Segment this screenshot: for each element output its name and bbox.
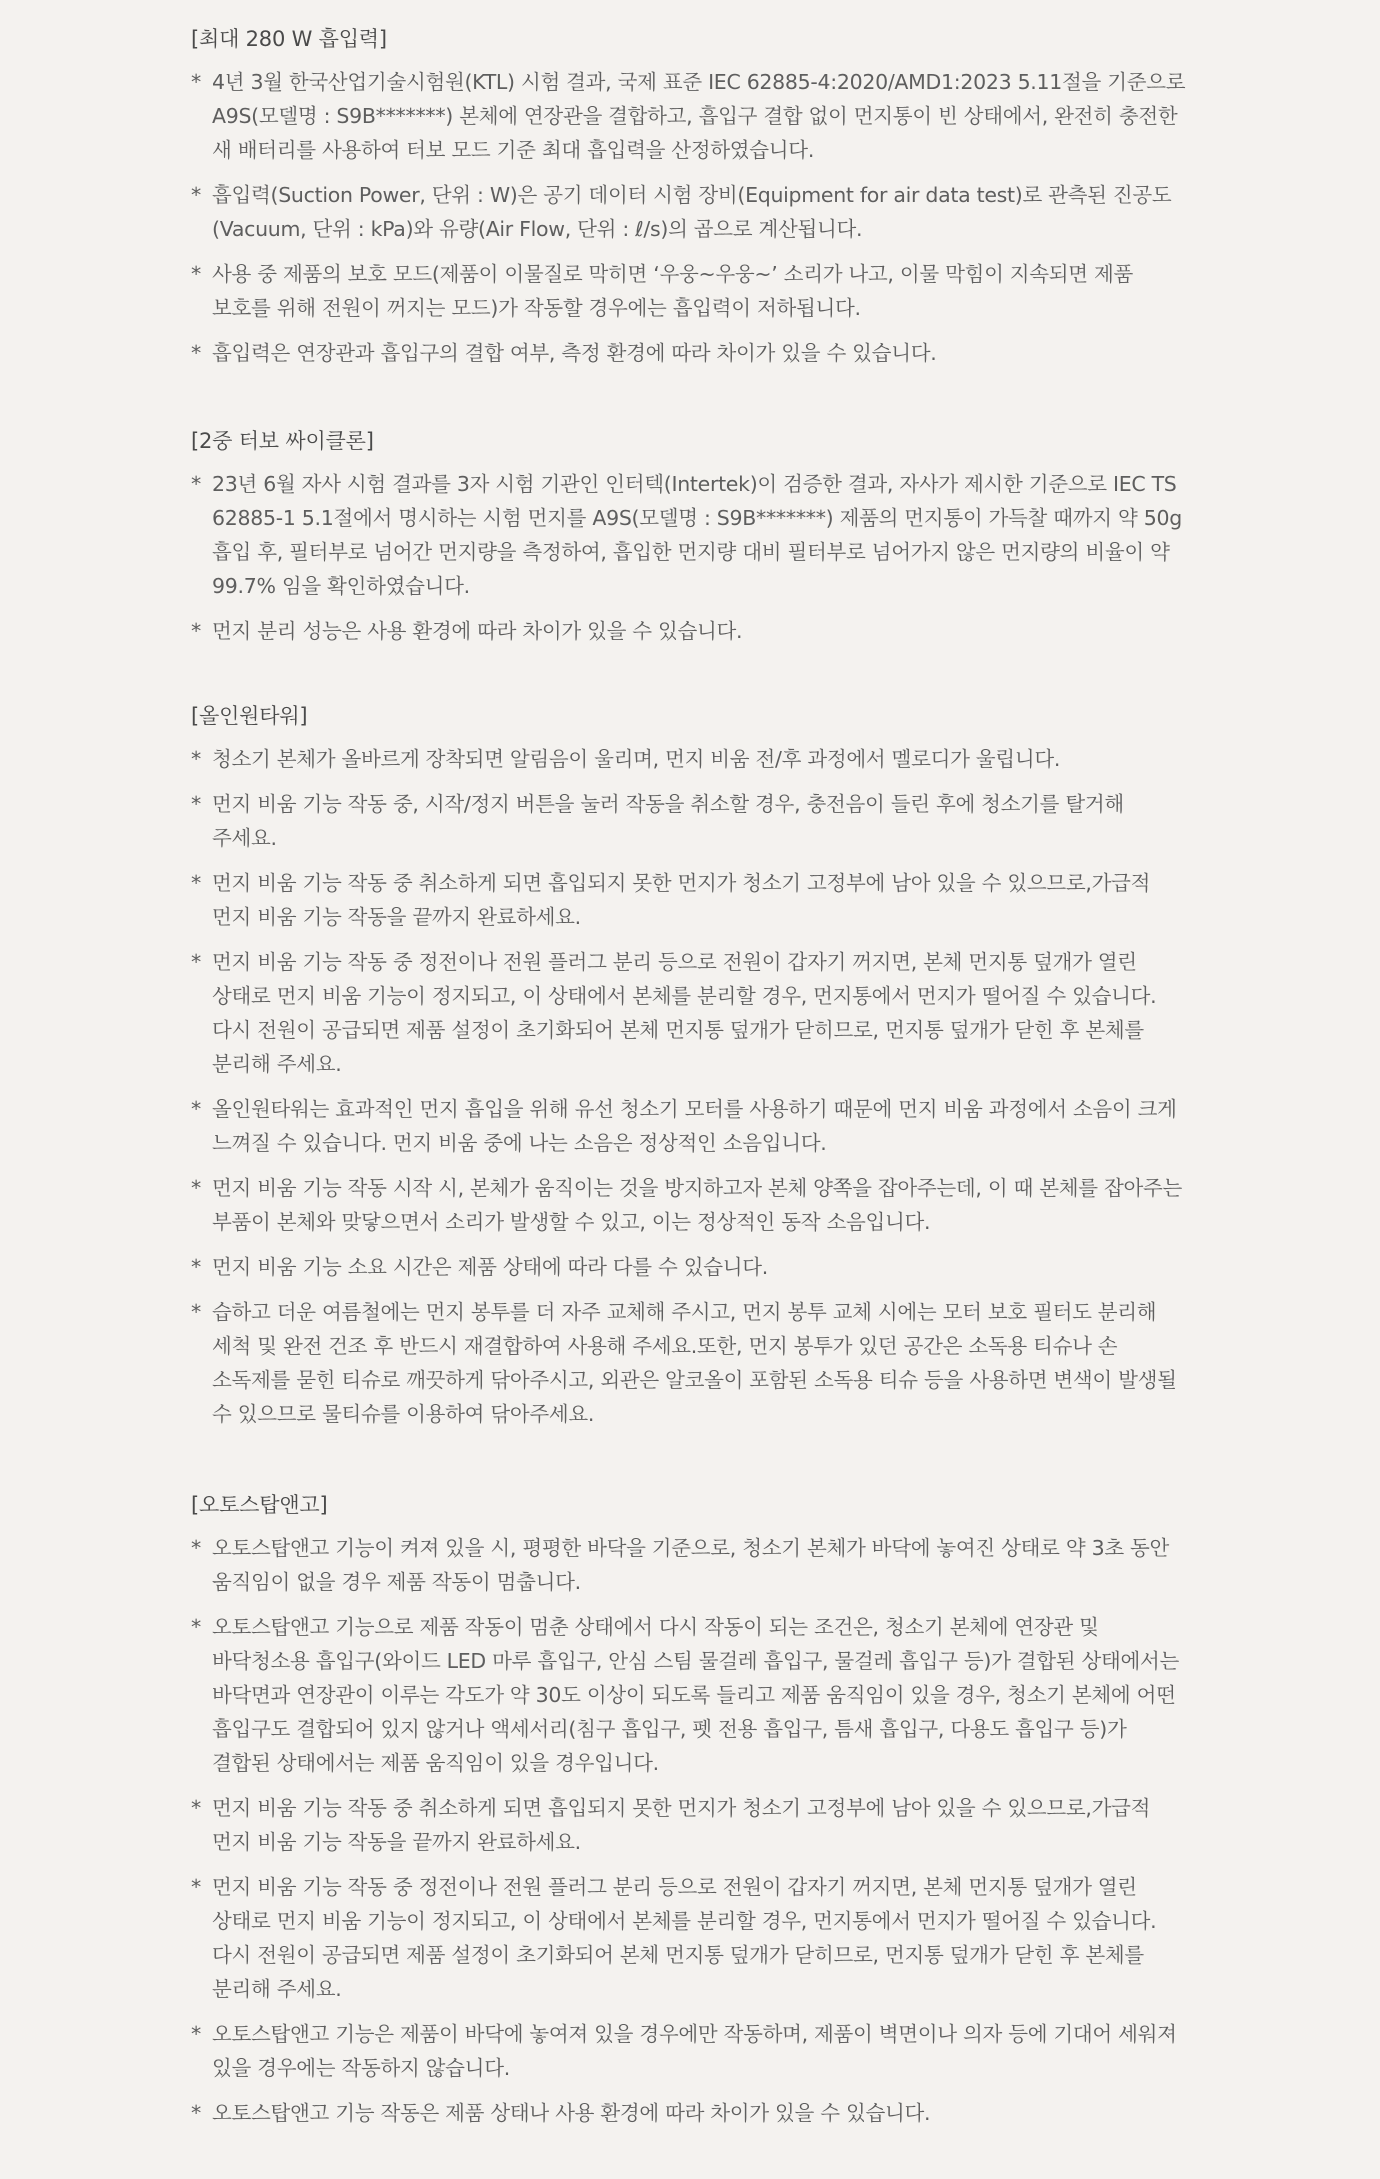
list-item bbox=[191, 178, 1191, 246]
item-text: 먼지 비움 기능 작동 중 정전이나 전원 플러그 분리 등으로 전원이 갑자기 꺼지면, 본체 먼지통 덮개가 열린 상태로 먼지 비움 기능이 정지되고, 이 상태에서 본체를 분리할 경우, 먼지통에서 먼지가 떨어질 수 있습니다. 다시 전원이 공급되면 제품 설정이 초기화되어 본체 먼지통 덮개가 닫히므로, 먼지통 덮개가 닫힌 후 본체를 분리해 주세요. bbox=[212, 950, 1157, 1076]
section-title: [2중 터보 싸이클론] bbox=[191, 429, 374, 453]
item-text: 청소기 본체가 올바르게 장착되면 알림음이 울리며, 먼지 비움 전/후 과정에서 멜로디가 울립니다. bbox=[212, 747, 1061, 771]
section-auto-stop-and-go bbox=[191, 1488, 1191, 2141]
item-text: 먼지 비움 기능 작동 중 취소하게 되면 흡입되지 못한 먼지가 청소기 고정부에 남아 있을 수 있으므로,가급적 먼지 비움 기능 작동을 끝까지 완료하세요. bbox=[212, 871, 1151, 929]
list-item bbox=[191, 1870, 1191, 2006]
list-item bbox=[191, 866, 1191, 934]
item-text: 오토스탑앤고 기능 작동은 제품 상태나 사용 환경에 따라 차이가 있을 수 있습니다. bbox=[212, 2101, 931, 2125]
list-item bbox=[191, 1531, 1191, 1599]
list-item bbox=[191, 65, 1191, 167]
list-item bbox=[191, 1295, 1191, 1431]
list-item bbox=[191, 2017, 1191, 2085]
bullet-asterisk: * bbox=[191, 1255, 201, 1279]
section-all-in-one-tower bbox=[191, 699, 1191, 1442]
bullet-asterisk: * bbox=[191, 792, 201, 816]
item-text: 4년 3월 한국산업기술시험원(KTL) 시험 결과, 국제 표준 IEC 62885-4:2020/AMD1:2023 5.11절을 기준으로 A9S(모델명 : S9B*******) 본체에 연장관을 결합하고, 흡입구 결합 없이 먼지통이 빈 상태에서, 완전히 충전한 새 배터리를 사용하여 터보 모드 기준 최대 흡입력을 산정하였습니다. bbox=[212, 70, 1186, 162]
section-title: [올인원타워] bbox=[191, 704, 308, 728]
section-dual-turbo-cyclone bbox=[191, 424, 1191, 659]
list-item bbox=[191, 787, 1191, 855]
section-title: [최대 280 W 흡입력] bbox=[191, 27, 387, 51]
item-text: 23년 6월 자사 시험 결과를 3자 시험 기관인 인터텍(Intertek)이 검증한 결과, 자사가 제시한 기준으로 IEC TS 62885-1 5.1절에서 명시하는 시험 먼지를 A9S(모델명 : S9B*******) 제품의 먼지통이 가득찰 때까지 약 50g 흡입 후, 필터부로 넘어간 먼지량을 측정하여, 흡입한 먼지량 대비 필터부로 넘어가지 않은 먼지량의 비율이 약 99.7% 임을 확인하였습니다. bbox=[212, 472, 1182, 598]
bullet-asterisk: * bbox=[191, 2022, 201, 2046]
item-text: 흡입력은 연장관과 흡입구의 결합 여부, 측정 환경에 따라 차이가 있을 수 있습니다. bbox=[212, 341, 937, 365]
item-text: 오토스탑앤고 기능이 켜져 있을 시, 평평한 바닥을 기준으로, 청소기 본체가 바닥에 놓여진 상태로 약 3초 동안 움직임이 없을 경우 제품 작동이 멈춥니다. bbox=[212, 1536, 1170, 1594]
list-item bbox=[191, 336, 1191, 370]
bullet-asterisk: * bbox=[191, 262, 201, 286]
bullet-asterisk: * bbox=[191, 183, 201, 207]
section-title: [오토스탑앤고] bbox=[191, 1493, 328, 1517]
bullet-asterisk: * bbox=[191, 950, 201, 974]
list-item bbox=[191, 1092, 1191, 1160]
bullet-asterisk: * bbox=[191, 472, 201, 496]
bullet-asterisk: * bbox=[191, 619, 201, 643]
bullet-asterisk: * bbox=[191, 747, 201, 771]
item-text: 먼지 분리 성능은 사용 환경에 따라 차이가 있을 수 있습니다. bbox=[212, 619, 743, 643]
item-text: 올인원타워는 효과적인 먼지 흡입을 위해 유선 청소기 모터를 사용하기 때문에 먼지 비움 과정에서 소음이 크게 느껴질 수 있습니다. 먼지 비움 중에 나는 소음은 정상적인 소음입니다. bbox=[212, 1097, 1177, 1155]
item-text: 먼지 비움 기능 작동 시작 시, 본체가 움직이는 것을 방지하고자 본체 양쪽을 잡아주는데, 이 때 본체를 잡아주는 부품이 본체와 맞닿으면서 소리가 발생할 수 있고, 이는 정상적인 동작 소음입니다. bbox=[212, 1176, 1183, 1234]
bullet-asterisk: * bbox=[191, 341, 201, 365]
list-item bbox=[191, 1791, 1191, 1859]
bullet-asterisk: * bbox=[191, 1097, 201, 1121]
item-text: 먼지 비움 기능 작동 중 취소하게 되면 흡입되지 못한 먼지가 청소기 고정부에 남아 있을 수 있으므로,가급적 먼지 비움 기능 작동을 끝까지 완료하세요. bbox=[212, 1796, 1151, 1854]
bullet-asterisk: * bbox=[191, 1300, 201, 1324]
list-item bbox=[191, 945, 1191, 1081]
item-text: 먼지 비움 기능 소요 시간은 제품 상태에 따라 다를 수 있습니다. bbox=[212, 1255, 768, 1279]
list-item bbox=[191, 1171, 1191, 1239]
item-text: 먼지 비움 기능 작동 중 정전이나 전원 플러그 분리 등으로 전원이 갑자기 꺼지면, 본체 먼지통 덮개가 열린 상태로 먼지 비움 기능이 정지되고, 이 상태에서 본체를 분리할 경우, 먼지통에서 먼지가 떨어질 수 있습니다. 다시 전원이 공급되면 제품 설정이 초기화되어 본체 먼지통 덮개가 닫히므로, 먼지통 덮개가 닫힌 후 본체를 분리해 주세요. bbox=[212, 1875, 1157, 2001]
item-text: 흡입력(Suction Power, 단위 : W)은 공기 데이터 시험 장비(Equipment for air data test)로 관측된 진공도(Vacuum, 단위 : kPa)와 유량(Air Flow, 단위 : ℓ/s)의 곱으로 계산됩니다. bbox=[212, 183, 1172, 241]
list-item bbox=[191, 257, 1191, 325]
item-text: 오토스탑앤고 기능은 제품이 바닥에 놓여져 있을 경우에만 작동하며, 제품이 벽면이나 의자 등에 기대어 세워져 있을 경우에는 작동하지 않습니다. bbox=[212, 2022, 1177, 2080]
item-text: 사용 중 제품의 보호 모드(제품이 이물질로 막히면 ‘우웅~우웅~’ 소리가 나고, 이물 막힘이 지속되면 제품 보호를 위해 전원이 꺼지는 모드)가 작동할 경우에는 흡입력이 저하됩니다. bbox=[212, 262, 1134, 320]
bullet-asterisk: * bbox=[191, 1796, 201, 1820]
bullet-asterisk: * bbox=[191, 871, 201, 895]
bullet-asterisk: * bbox=[191, 1536, 201, 1560]
list-item bbox=[191, 614, 1191, 648]
list-item bbox=[191, 2096, 1191, 2130]
bullet-asterisk: * bbox=[191, 1875, 201, 1899]
bullet-asterisk: * bbox=[191, 1615, 201, 1639]
bullet-asterisk: * bbox=[191, 70, 201, 94]
list-item bbox=[191, 742, 1191, 776]
item-text: 습하고 더운 여름철에는 먼지 봉투를 더 자주 교체해 주시고, 먼지 봉투 교체 시에는 모터 보호 필터도 분리해 세척 및 완전 건조 후 반드시 재결합하여 사용해 주세요.또한, 먼지 봉투가 있던 공간은 소독용 티슈나 손 소독제를 묻힌 티슈로 깨끗하게 닦아주시고, 외관은 알코올이 포함된 소독용 티슈 등을 사용하면 변색이 발생될 수 있으므로 물티슈를 이용하여 닦아주세요. bbox=[212, 1300, 1177, 1426]
list-item bbox=[191, 1250, 1191, 1284]
list-item bbox=[191, 467, 1191, 603]
bullet-asterisk: * bbox=[191, 2101, 201, 2125]
item-text: 먼지 비움 기능 작동 중, 시작/정지 버튼을 눌러 작동을 취소할 경우, 충전음이 들린 후에 청소기를 탈거해 주세요. bbox=[212, 792, 1124, 850]
bullet-asterisk: * bbox=[191, 1176, 201, 1200]
section-suction-power bbox=[191, 22, 1191, 381]
list-item bbox=[191, 1610, 1191, 1780]
item-text: 오토스탑앤고 기능으로 제품 작동이 멈춘 상태에서 다시 작동이 되는 조건은, 청소기 본체에 연장관 및 바닥청소용 흡입구(와이드 LED 마루 흡입구, 안심 스팀 물걸레 흡입구, 물걸레 흡입구 등)가 결합된 상태에서는 바닥면과 연장관이 이루는 각도가 약 30도 이상이 되도록 들리고 제품 움직임이 있을 경우, 청소기 본체에 어떤 흡입구도 결합되어 있지 않거나 액세서리(침구 흡입구, 펫 전용 흡입구, 틈새 흡입구, 다용도 흡입구 등)가 결합된 상태에서는 제품 움직임이 있을 경우입니다. bbox=[212, 1615, 1180, 1775]
